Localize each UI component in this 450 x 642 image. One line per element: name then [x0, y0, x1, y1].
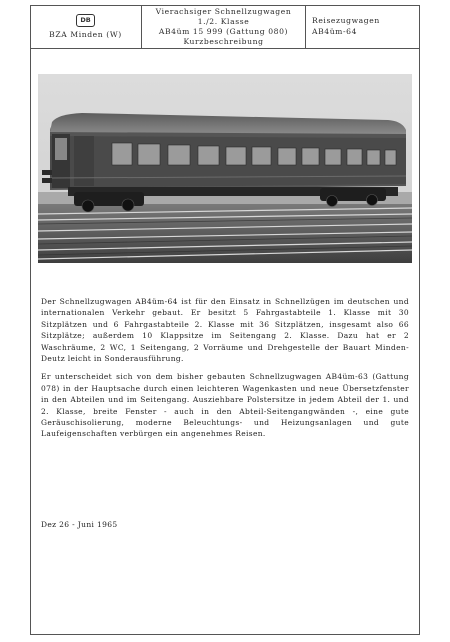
description-paragraph-1: Der Schnellzugwagen AB4üm-64 ist für den Einsatz in Schnellzügen im deutschen und internationalen Verkehr gebaut. Er besitzt 5 Fahrgastabteile 1. Klasse mit 30 Sitzplätzen und 6 Fahrgastabteile 2. Klasse mit 36 Sitzplätzen, insgesamt also 66 Sitzplätze; außerdem 10 Klappsitze im Seitengang 2. Klasse. Dazu hat er 2 Waschräume, 2 WC, 1 Seitengang, 2 Vorräume und Drehgestelle der Bauart Minden-Deutz leicht in Sonderausführung. [41, 297, 409, 364]
category-line-2: AB4üm-64 [312, 27, 358, 36]
category-line-1: Reisezugwagen [312, 16, 380, 25]
db-logo-text: DB [80, 15, 91, 24]
description-text [41, 296, 409, 447]
header-left-cell [30, 5, 142, 48]
header-title-cell [142, 5, 306, 48]
coach-photo [38, 74, 412, 263]
issue-date: Dez 26 - Juni 1965 [41, 520, 118, 529]
description-paragraph-2: Er unterscheidet sich von dem bisher gebauten Schnellzugwagen AB4üm-63 (Gattung 078) in der Hauptsache durch einen leichteren Wagenkasten und neue Übersetzfenster in den Abteilen und im Seitengang. Ausziehbare Polstersitze in jedem Abteil der 1. und 2. Klasse, breite Fenster - auch in den Abteil-Seitengangwänden -, eine gute Geräuschisolierung, moderne Beleuchtungs- und Heizungsanlagen und gute Laufeigenschaften verbürgen ein angenehmes Reisen. [41, 372, 409, 439]
title-line-1: Vierachsiger Schnellzugwagen [155, 6, 292, 16]
title-line-2: 1./2. Klasse [197, 16, 250, 26]
office-name: BZA Minden (W) [49, 29, 122, 39]
document-header [30, 5, 420, 49]
title-line-4: Kurzbeschreibung [183, 36, 264, 46]
title-line-3: AB4üm 15 999 (Gattung 080) [158, 26, 289, 36]
header-category-cell [306, 5, 420, 48]
db-logo-icon [76, 14, 95, 27]
